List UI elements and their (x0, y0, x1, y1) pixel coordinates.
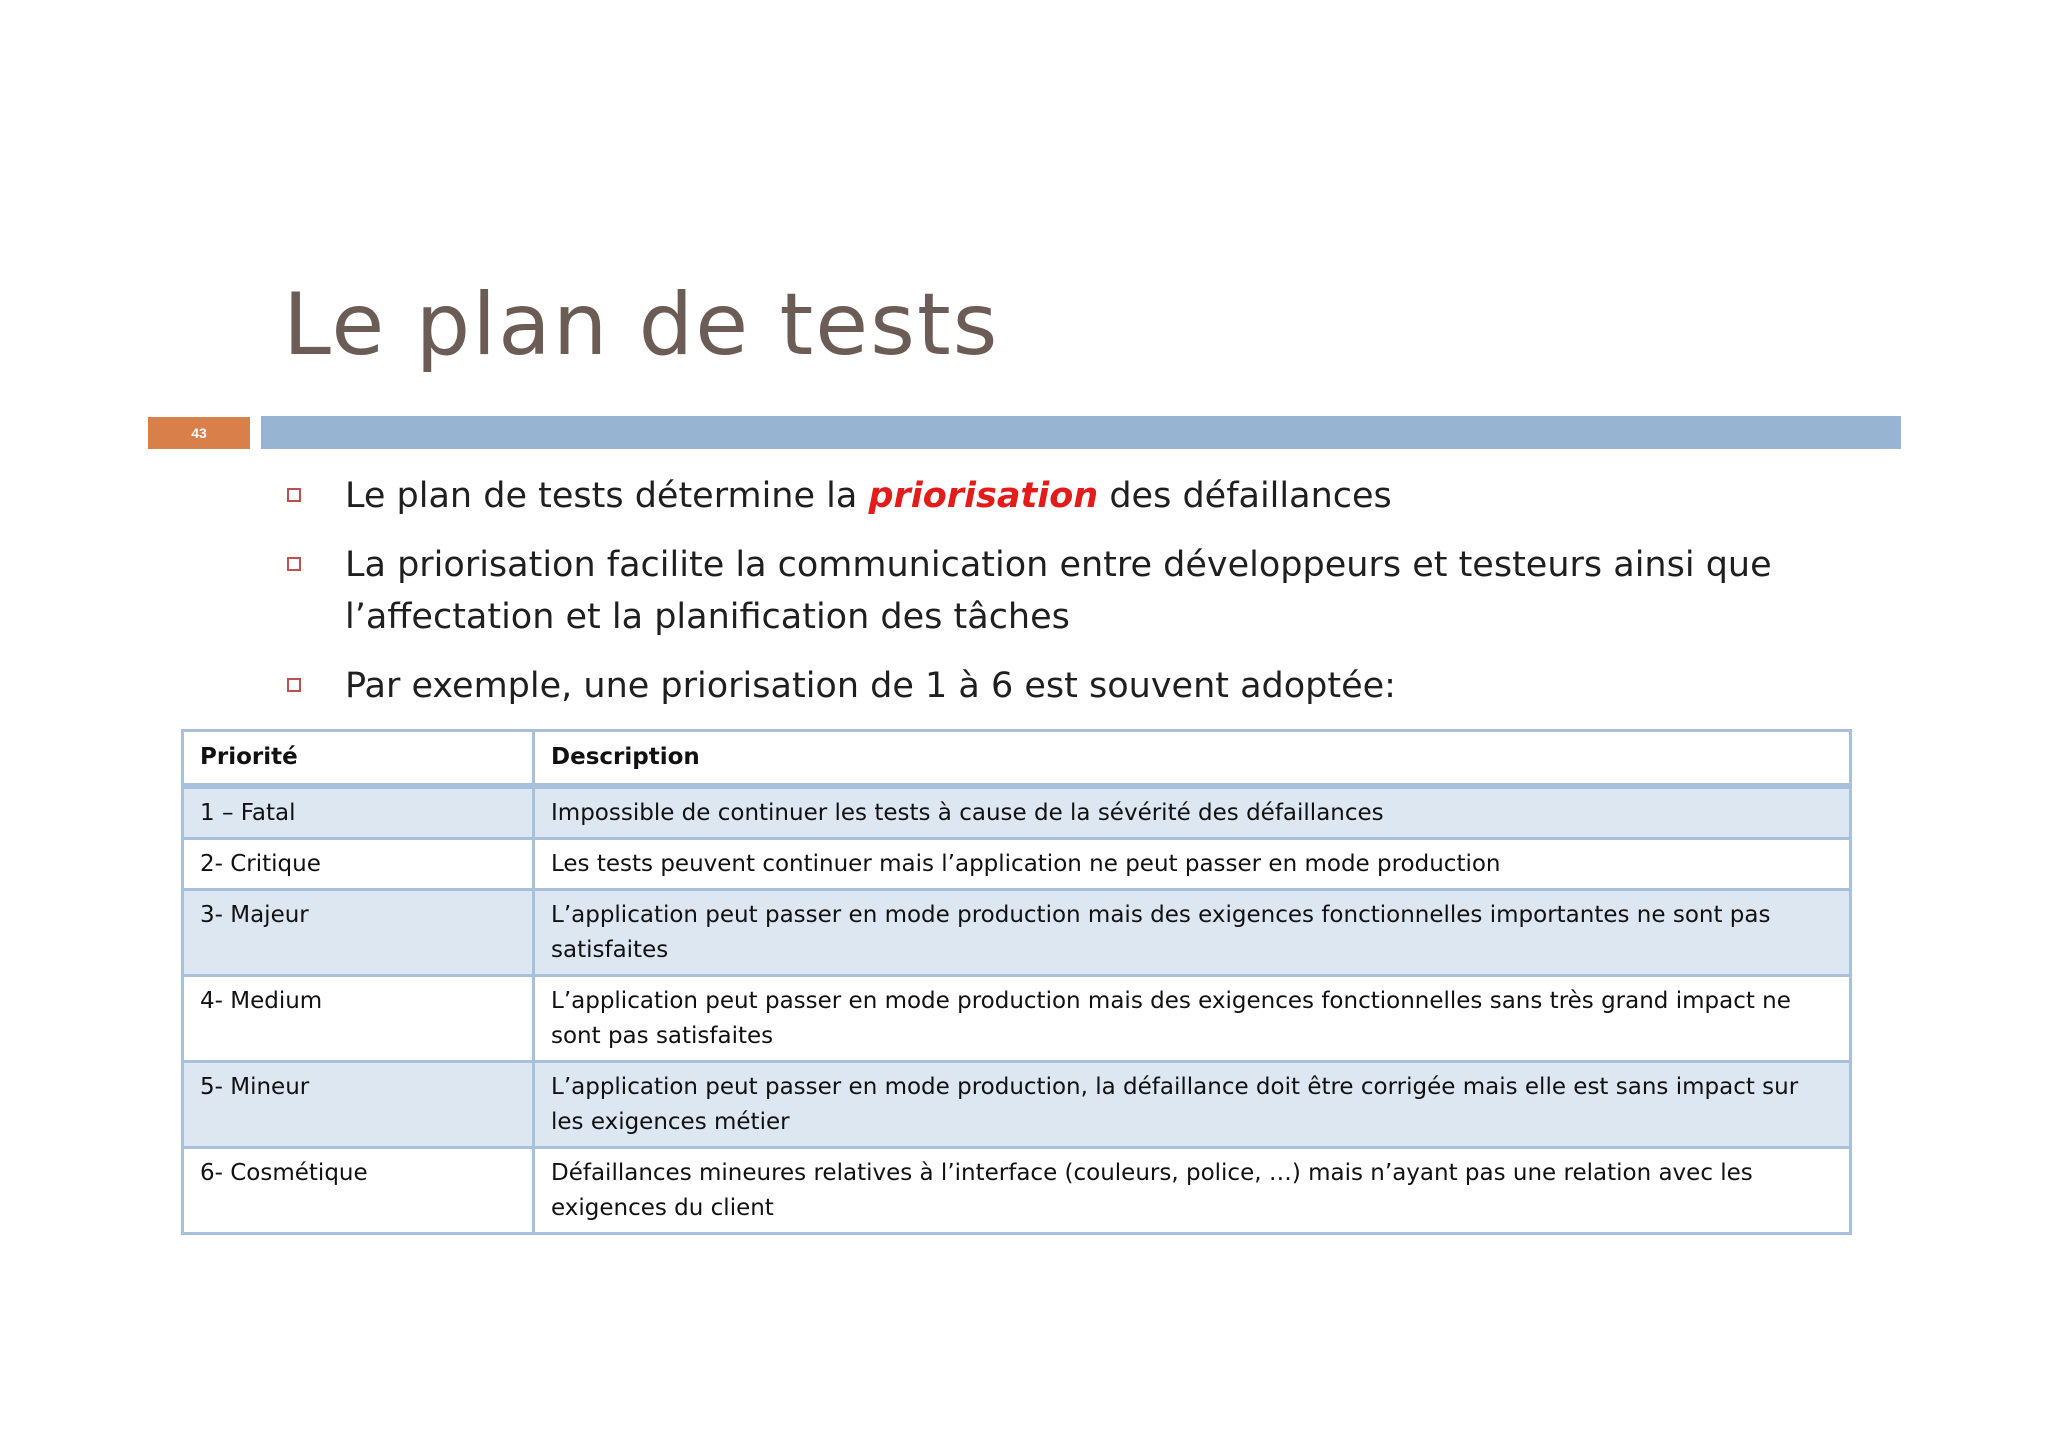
bullet-item (283, 470, 1903, 522)
priority-cell: 5- Mineur (183, 1062, 534, 1148)
bullet-text-after: des défaillances (1098, 476, 1392, 516)
table-row (183, 1148, 1851, 1234)
bullet-text-before: Le plan de tests détermine la (345, 476, 869, 516)
priority-cell: 2- Critique (183, 839, 534, 890)
description-cell: L’application peut passer en mode production, la défaillance doit être corrigée mais elle est sans impact sur les exigences métier (534, 1062, 1851, 1148)
bullet-list (283, 470, 1903, 729)
page-number-badge: 43 (148, 417, 250, 449)
table-row (183, 786, 1851, 839)
square-bullet-icon (287, 557, 301, 571)
table-row (183, 976, 1851, 1062)
table-header-row (183, 731, 1851, 787)
priority-cell: 1 – Fatal (183, 786, 534, 839)
priority-cell: 3- Majeur (183, 890, 534, 976)
header-priority: Priorité (183, 731, 534, 787)
priority-cell: 4- Medium (183, 976, 534, 1062)
square-bullet-icon (287, 678, 301, 692)
description-cell: Impossible de continuer les tests à cause de la sévérité des défaillances (534, 786, 1851, 839)
bullet-text: Par exemple, une priorisation de 1 à 6 est souvent adoptée: (345, 666, 1396, 706)
bullet-item (283, 539, 1903, 643)
table-row (183, 1062, 1851, 1148)
square-bullet-icon (287, 488, 301, 502)
table-row (183, 839, 1851, 890)
priority-cell: 6- Cosmétique (183, 1148, 534, 1234)
bullet-emphasis: priorisation (868, 476, 1099, 516)
description-cell: L’application peut passer en mode production mais des exigences fonctionnelles sans très grand impact ne sont pas satisfaites (534, 976, 1851, 1062)
description-cell: Défaillances mineures relatives à l’interface (couleurs, police, …) mais n’ayant pas une relation avec les exigences du client (534, 1148, 1851, 1234)
header-description: Description (534, 731, 1851, 787)
description-cell: Les tests peuvent continuer mais l’application ne peut passer en mode production (534, 839, 1851, 890)
bullet-item (283, 660, 1903, 712)
table-row (183, 890, 1851, 976)
description-cell: L’application peut passer en mode production mais des exigences fonctionnelles importantes ne sont pas satisfaites (534, 890, 1851, 976)
priority-table (181, 729, 1852, 1235)
slide-title: Le plan de tests (283, 275, 1000, 375)
title-divider-bar (261, 416, 1901, 449)
bullet-text: La priorisation facilite la communication entre développeurs et testeurs ainsi que l’affectation et la planification des tâches (345, 545, 1772, 637)
